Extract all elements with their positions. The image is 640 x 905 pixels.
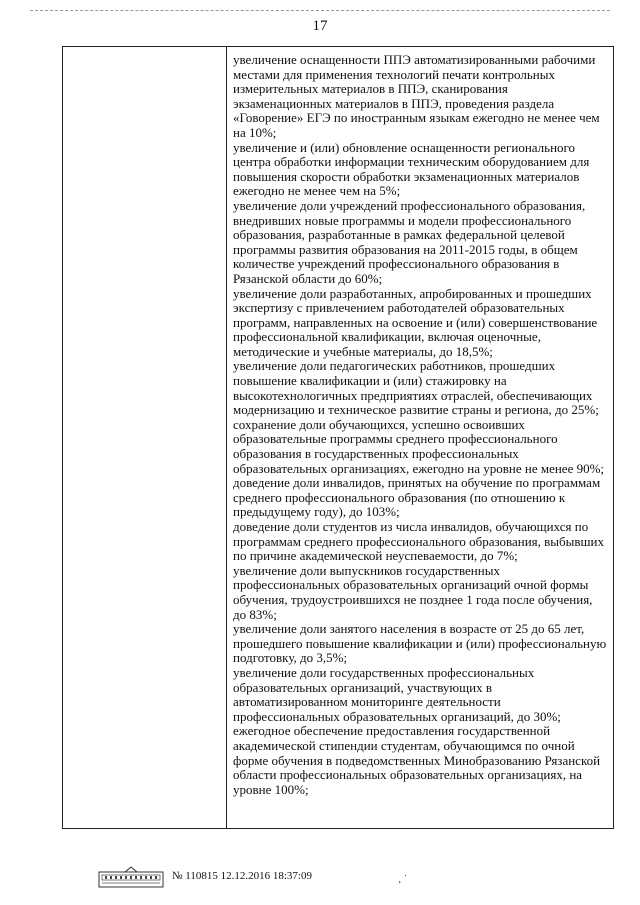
table-left-column [63,47,227,828]
emblem-stamp-icon [98,866,164,888]
list-item: доведение доли инвалидов, принятых на обучение по программам среднего профессионального образования (по отношению к предыдущему году), до 103%; [233,475,601,520]
page-number: 17 [312,18,328,34]
document-table [62,46,614,829]
list-item: увеличение доли учреждений профессионального образования, внедривших новые программы и модели профессионального образования, разработанные в рамках федеральной целевой программы развития образования на 2011-2015 годы, в общем количестве учреждений профессионального образования в Рязанской области до 60%; [233,197,586,286]
document-reference: № 110815 12.12.2016 18:37:09 [172,870,312,882]
list-item: сохранение доли обучающихся, успешно освоивших образовательные программы среднего профессионального образования в государственных профессиональных образовательных организациях, ежегодно на уровне не менее 90%; [233,416,605,476]
list-item: ежегодное обеспечение предоставления государственной академической стипендии студентам, обучающимся по очной форме обучения в подведомственных Минобразованию Рязанской области профессиональных образовательных организациях, на уровне 100%; [233,723,601,797]
list-item: увеличение доли педагогических работников, прошедших повышение квалификации и (или) стажировку на высокотехнологичных предприятиях отраслей, обеспечивающих модернизацию и техническое развитие страны и региона, до 25%; [233,358,599,418]
list-item: увеличение доли выпускников государственных профессиональных образовательных организаций очной формы обучения, трудоустроившихся не позднее 1 года после обучения, до 83%; [233,562,593,622]
top-rule [30,10,610,11]
footer [98,866,598,890]
list-item: увеличение доли занятого населения в возрасте от 25 до 65 лет, прошедшего повышение квалификации и (или) профессиональную подготовку, до 3,5%; [233,621,607,666]
list-item: увеличение оснащенности ППЭ автоматизированными рабочими местами для применения технологий печати контрольных измерительных материалов в ППЭ, сканирования экзаменационных материалов в ППЭ, проведения раздела «Говорение» ЕГЭ по иностранным языкам ежегодно не менее чем на 10%; [233,52,600,140]
table-right-column [227,47,613,828]
list-item: увеличение доли государственных профессиональных образовательных организаций, участвующих в автоматизированном мониторинге деятельности профессиональных образовательных организаций, до 30%; [233,664,561,724]
list-item: увеличение и (или) обновление оснащенности регионального центра обработки информации техническим оборудованием для повышения скорости обработки экзаменационных материалов ежегодно не менее чем на 5%; [233,139,590,199]
list-item: доведение доли студентов из числа инвалидов, обучающихся по программам среднего профессионального образования, выбывших по причине академической неуспеваемости, до 7%; [233,519,604,564]
footer-mark: ‚ ˙ [398,874,408,885]
list-item: увеличение доли разработанных, апробированных и прошедших экспертизу с привлечением работодателей образовательных программ, направленных на освоение и (или) совершенствование профессиональной квалификации, включая оценочные, методические и учебные материалы, до 18,5%; [233,285,598,359]
